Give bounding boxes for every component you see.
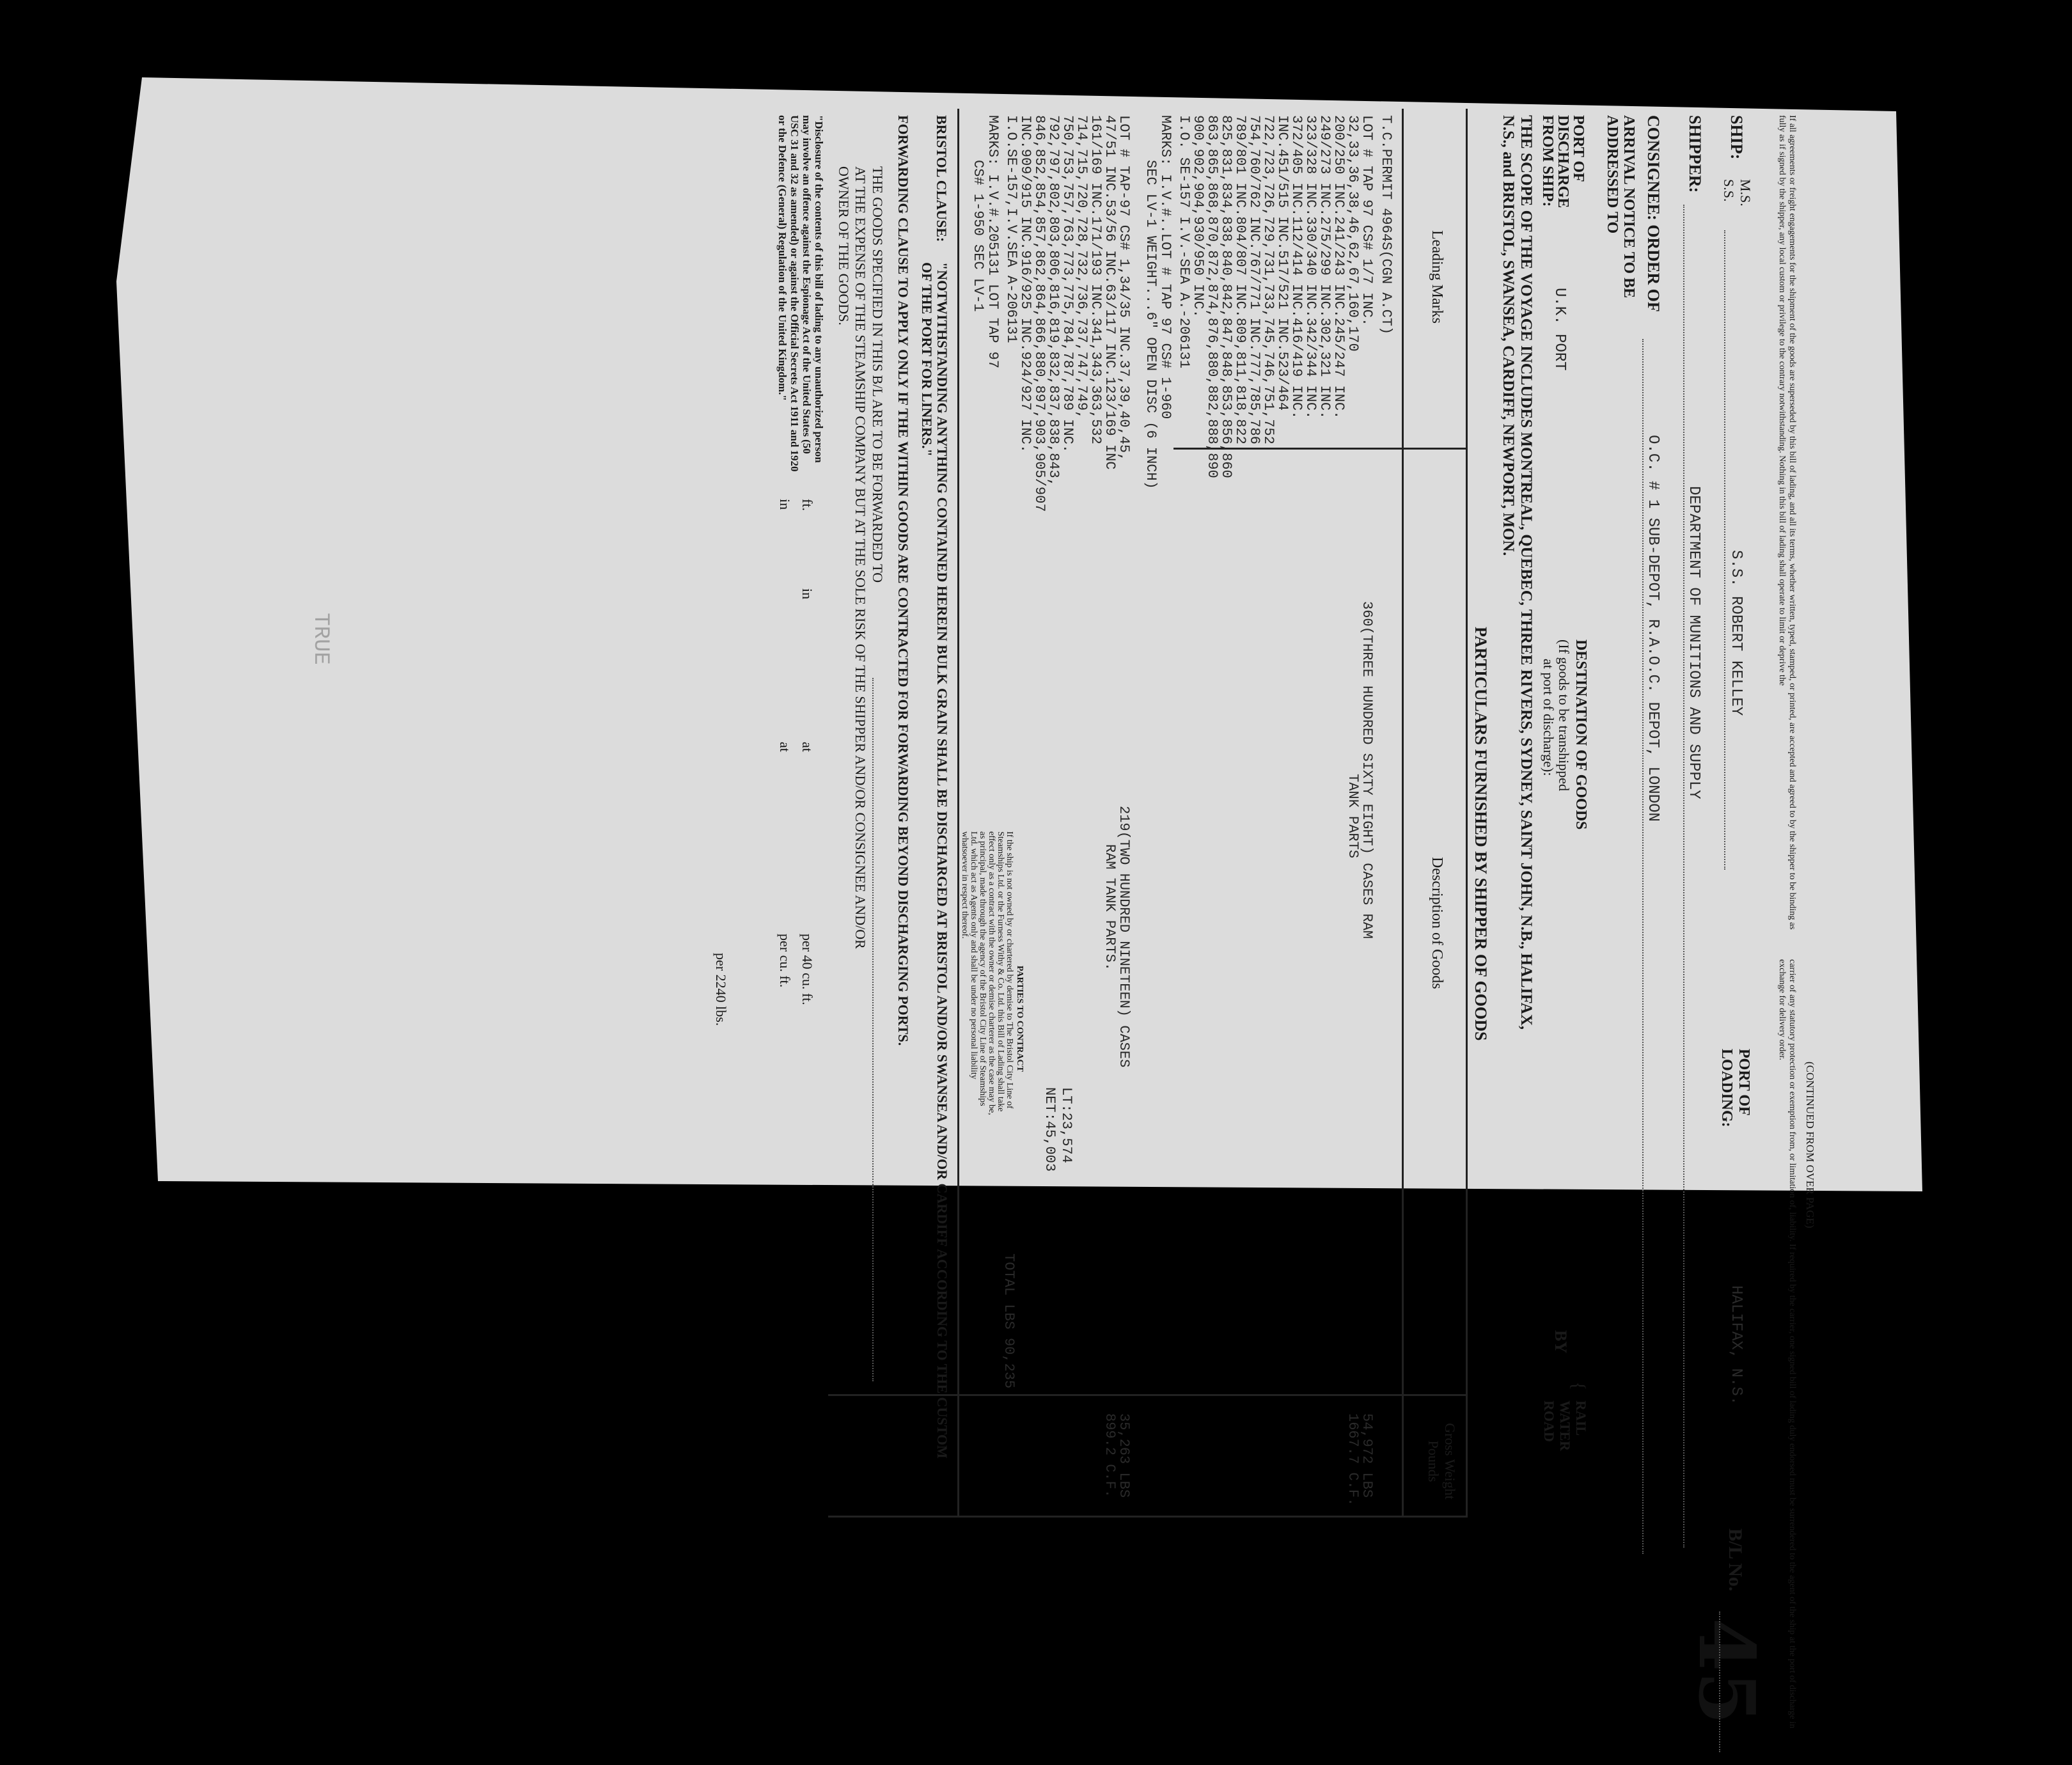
port-loading-label: PORT OF LOADING: (1718, 1049, 1752, 1127)
desc-1b: TANK PARTS (1345, 774, 1361, 859)
marks-line-3: 200/250 INC.241/243 INC.245/247 INC. (1331, 115, 1347, 420)
lot2-line-1: 47/51 INC.53/56 INC.63/117 INC.123/169 INC (1102, 115, 1118, 470)
weight-1: 54,972 LBS (1359, 1413, 1375, 1498)
by-rail: RAIL (1573, 1400, 1589, 1436)
marks-line-14: I.O. SE-157 I.V.-SEA A.-206131 (1176, 115, 1192, 369)
bl-number: 45 (1681, 1618, 1771, 1725)
marks-line-8: 722,723,726,729,731,733,745,746,751,752 (1260, 115, 1276, 444)
marks-line-marks3: SEC LV-1 WEIGHT...6" OPEN DISC (6 INCH) (1143, 160, 1159, 489)
port-loading-value: HALIFAX, N.S. (1727, 1285, 1745, 1406)
marks-line-4: 249/273 INC.275/299 INC.302,321 INC. (1317, 115, 1333, 420)
marks-line-7: INC.451/515 INC.517/521 INC.523/464 (1275, 115, 1291, 411)
marks-line-marks2: MARKS: I.V.#..LOT # TAP 97 CS# 1-960 (1158, 115, 1173, 420)
lot2-line-0: LOT # TAP-97 CS# 1,34/35 INC.37,39,40,45, (1116, 115, 1132, 462)
bristol-clause-label: BRISTOL CLAUSE: (934, 115, 950, 242)
rate-in-0: in (799, 588, 815, 600)
desc-1: 360(THREE HUNDRED SIXTY EIGHT) CASES RAM (1359, 601, 1375, 939)
scope-line-2: N.S., and BRISTOL, SWANSEA, CARDIFF, NEWPORT, MON. (1500, 115, 1517, 556)
by-label: BY (1551, 1330, 1570, 1354)
parties-text: If the ship is not owned by or chartered by demise to The Bristol City Line of Steamships Ltd. or the Furness Withy & Co. Ltd. this Bill of Lading shall take effect only as a contract with the owner or demise charterer as the case may be, as principal, made through the agency of the Bristol City Line of Steamships Ltd. which act as Agents only and shall be under no personal liability whatsoever in respect thereof. (960, 831, 1014, 1115)
total-lbs: TOTAL LBS 90,235 (1001, 1253, 1017, 1389)
col-leading-marks: Leading Marks (1429, 230, 1445, 324)
col-gross-weight: Gross Weight Pounds (1425, 1423, 1458, 1500)
ss-label: S.S. (1721, 179, 1737, 202)
ship-value: S.S. ROBERT KELLEY (1727, 550, 1745, 716)
continued-note: (CONTINUED FROM OVER PAGE) (1804, 1062, 1816, 1228)
ms-label: M.S. (1738, 179, 1754, 207)
marks-line-0: T.C.PERMIT 4964S(CGN A.CT) (1378, 115, 1394, 335)
rate-at-0: at (799, 742, 815, 752)
by-road: ROAD (1541, 1400, 1557, 1442)
destination-note1: (If goods to be transhipped (1556, 639, 1572, 792)
particulars-title: PARTICULARS FURNISHED BY SHIPPER OF GOODS (1472, 627, 1490, 1041)
arrival-label: ARRIVAL NOTICE TO BE ADDRESSED TO (1604, 115, 1637, 299)
lt-weight: LT:23,574 (1058, 1087, 1074, 1163)
weight-2: 35,263 LBS (1116, 1413, 1132, 1498)
marks-line-9: 754,760/762 INC.767/771 INC.777,785,786 (1246, 115, 1262, 444)
col-description: Description of Goods (1429, 857, 1445, 989)
forwarded-to-2: AT THE EXPENSE OF THE STEAMSHIP COMPANY BUT AT THE SOLE RISK OF THE SHIPPER AND/OR CONSIGNEE AND/OR (852, 166, 868, 949)
destination-note2: at port of discharge): (1541, 659, 1557, 776)
ship-label: SHIP: (1727, 115, 1746, 160)
consignee-label: CONSIGNEE: ORDER OF (1644, 115, 1663, 312)
forwarding-clause: FORWARDING CLAUSE TO APPLY ONLY IF THE WITHIN GOODS ARE CONTRACTED FOR FORWARDING BEYOND DISCHARGING PORTS. (895, 115, 911, 1046)
port-discharge-label: PORT OF DISCHARGE FROM SHIP: (1539, 115, 1587, 208)
net-weight: NET:45,003 (1042, 1087, 1058, 1172)
destination-label: DESTINATION OF GOODS (1573, 639, 1589, 830)
fine-print-left: If all agreements or freight engagements for the shipment of the goods are superseded by this bill of lading, and all its terms, whether written, typed, stamped, or printed, are accepted and agreed to by the shipper to be binding as fully as if signed by the shipper, any local custom or privilege to the contrary notwithstanding. Nothing in this bill of lading shall operate to limit or deprive the (1777, 115, 1797, 930)
marks-line-6: 372/405 INC.112/414 INC.416/419 INC. (1289, 115, 1305, 420)
freight-stamp: TRUE (308, 613, 333, 665)
marks-line-5: 323/328 INC.330/340 INC.342/344 INC. (1303, 115, 1319, 420)
weight-1b: 1667.7 C.F. (1345, 1413, 1361, 1507)
bl-label: B/L No. (1725, 1528, 1746, 1592)
shipper-label: SHIPPER: (1686, 115, 1704, 193)
rate-unit-0: ft. (799, 499, 815, 511)
desc-2b: RAM TANK PARTS. (1102, 844, 1118, 971)
marks-line-1: LOT # TAP 97 CS# 1/7 INC. (1359, 115, 1375, 327)
forwarded-to-3: OWNER OF THE GOODS. (836, 166, 852, 326)
marks-line-11: 825,831,834,838,840,842,847,848,853,856,860 (1218, 115, 1234, 478)
port-discharge-value: U.K. PORT (1551, 288, 1568, 371)
lot2-marks4: MARKS: I.V.#.205131 LOT TAP 97 (985, 115, 1001, 369)
marks-line-12: 863,865,868,870,872,874,876,880,882,888,890 (1204, 115, 1220, 478)
rate-at-1: at (777, 742, 793, 752)
rate-unit-1: in (777, 499, 793, 510)
weight-2b: 899.2 C.F. (1102, 1413, 1118, 1498)
marks-line-2: 32,33,36,38,46,62,67,160,170 (1345, 115, 1361, 352)
lot2-line-5: 792,797,802,803,806,816,819,832,837,838,843, (1046, 115, 1062, 487)
parties-title: PARTIES TO CONTRACT (1015, 966, 1024, 1072)
lot2-line-3: 714,715,720,728,732,736,737,747,749, (1074, 115, 1090, 420)
rate-per-1: per cu. ft. (777, 934, 793, 988)
disclosure-notice: "Disclosure of the contents of this bill of lading to any unauthorized person may involve an offence against the Espionage Act of the United States (50 USC 31 and 32 as amended) or against the Official Secrets Act 1911 and 1920 or the Defence (General) Regulation of the United Kingdom." (776, 115, 825, 472)
forwarded-to: THE GOODS SPECIFIED IN THIS B/L ARE TO BE FORWARDED TO (870, 166, 886, 583)
marks-line-13: 900,902,904,930/950 INC. (1190, 115, 1206, 318)
consignee-value: O.C. # 1 SUB-DEPOT, R.A.O.C. DEPOT, LONDON (1644, 435, 1661, 822)
shipper-value: DEPARTMENT OF MUNITIONS AND SUPPLY (1685, 486, 1702, 799)
marks-line-10: 789/801 INC.804/807 INC.809,811,818,822 (1232, 115, 1248, 444)
by-water: WATER (1557, 1400, 1573, 1452)
bristol-clause-text: "NOTWITHSTANDING ANYTHING CONTAINED HEREIN BULK GRAIN SHALL BE DISCHARGED AT BRISTOL AND/OR SWANSEA AND/OR CARDIFF ACCORDING TO THE CUSTOM OF THE PORT FOR LINERS." (919, 262, 950, 1459)
lot2-line-7: INC.909/915 INC.916/925 INC.924/927 INC. (1017, 115, 1033, 453)
desc-2: 219(TWO HUNDRED NINETEEN) CASES (1116, 806, 1132, 1068)
lot2-line-8: I.O.SE-157,I.V.SEA A-206131 (1003, 115, 1019, 343)
lot2-line-2: 161/169 INC.171/193 INC.341,343,363,532 (1088, 115, 1104, 444)
rate-per-0: per 40 cu. ft. (799, 934, 815, 1005)
lot2-marks5: CS# 1-950 SEC LV-1 (970, 160, 986, 312)
lot2-line-6: 846,852,854,857,862,864,866,880,897,903,905/907 (1032, 115, 1048, 512)
lot2-line-4: 750,753,757,763,773,775,784,787,789 INC. (1060, 115, 1076, 453)
scope-line-1: THE SCOPE OF THE VOYAGE INCLUDES MONTREAL, QUEBEC, THREE RIVERS, SYDNEY, SAINT JOHN, N.B., HALIFAX, (1518, 115, 1535, 1030)
rate-per-3: per 2240 lbs. (713, 953, 729, 1026)
fine-print-right: carrier of any statutory protection or exemption from, or limitation of, liability. If required by the carrier, one signed bill of lading duly endorsed must be surrendered to the agent of the ship at the port of discharge in exchange for delivery order. (1777, 959, 1797, 1729)
rotated-document: (CONTINUED FROM OVER PAGE) If all agreements or freight engagements for the shipment of the goods are superseded by this bill of lading, and all its terms, whether written, typed, stamped, or printed, are accepted and agreed to by the shipper to be binding as fully as if signed by the shipper, any local custom or privilege to the contrary notwithstanding. Nothing in this bill of lading shall operate to limit or deprive the carrier of any statutory protection or exemption from, or limitation of, liability. If required by the carrier, one signed bill of lading duly endorsed must be surrendered to the agent of the ship at the port of discharge in exchange for delivery order. B/L No. 45 SHIP: M.S. S.S. S.S. ROBERT KELLEY PORT OF LOADING: HALIFAX, N.S. SHIPPER: DEPARTMENT OF MUNITIONS AND SUPPLY CONSIGNEE: ORDER OF O.C. # 1 SUB-DEPOT, R.A.O.C. DEPOT, LONDON ARRIVAL NOTICE TO BE ADDRESSED TO PORT OF DISCHARGE FROM SHIP: U.K. PORT DESTINATION OF GOODS (If goods to be transhipped at port of discharge): BY { RAIL WATER ROAD THE SCOPE OF THE VOYAGE INCLUDES MONTREAL, QUEBEC, THREE RIVERS, SYDNEY, SAINT JOHN, N.B., HALIFAX, N.S., and BRISTOL, SWANSEA, CARDIFF, NEWPORT, MON. PARTICULARS FURNISHED BY SHIPPER OF GOODS Leading Marks Description of Goods Gross Weight Pounds T.C.PERMIT 4964S(CGN A.CT) LOT # TAP 97 CS# 1/7 INC. 32,33,36,38,46,62,67,160,170 200/250 INC.241/243 INC.245/247 INC. 249/273 INC.275/299 INC.302,321 INC. 323/328 INC.330/340 INC.342/344 INC. 372/405 INC.112/414 INC.416/419 INC. INC.451/515 INC.517/521 INC.523/464 722,723,726,729,731,733,745,746,751,752 754,760/762 INC.767/771 INC.777,785,786 789/801 INC.804/807 INC.809,811,818,822 825,831,834,838,840,842,847,848,853,856,860 863,865,868,870,872,874,876,880,882,888,890 900,902,904,930/950 INC. I.O. SE-157 I.V.-SEA A.-206131 MARKS: I.V.#..LOT # TAP 97 CS# 1-960 SEC LV-1 WEIGHT...6" OPEN DISC (6 INCH) 360(THREE HUNDRED SIXTY EIGHT) CASES RAM TANK PARTS 54,972 LBS 1667.7 C.F. LOT # TAP-97 CS# 1,34/35 INC.37,39,40,45, 47/51 INC.53/56 INC.63/117 INC.123/169 INC 161/169 INC.171/193 INC.341,343,363,532 714,715,720,728,732,736,737,747,749, 750,753,757,763,773,775,784,787,789 INC. 792,797,802,803,806,816,819,832,837,838,843, 846,852,854,857,862,864,866,880,897,903,905/907 INC.909/915 INC.916/925 INC.924/927 INC. I.O.SE-157,I.V.SEA A-206131 MARKS: I.V.#.205131 LOT TAP 97 CS# 1-950 SEC LV-1 219(TWO HUNDRED NINETEEN) CASES RAM TANK PARTS. 35,263 LBS 899.2 C.F. LT:23,574 NET:45,003 TOTAL LBS 90,235 PARTIES TO CONTRACT If the ship is not owned by or chartered by demise to The Bristol City Line of Steamships Ltd. or the Furness Withy & Co. Ltd. this Bill of Lading shall take effect only as a contract with the owner or demise charterer as the case may be, as principal, made through the agency of the Bristol City Line of Steamships Ltd. which act as Agents only and shall be under no personal liability whatsoever in respect thereof. BRISTOL CLAUSE: "NOTWITHSTANDING ANYTHING CONTAINED HEREIN BULK GRAIN SHALL BE DISCHARGED AT BRISTOL AND/OR SWANSEA AND/OR CARDIFF ACCORDING TO THE CUSTOM OF THE PORT FOR LINERS." FORWARDING CLAUSE TO APPLY ONLY IF THE WITHIN GOODS ARE CONTRACTED FOR FORWARDING BEYOND DISCHARGING PORTS. THE GOODS SPECIFIED IN THIS B/L ARE TO BE FORWARDED TO AT THE EXPENSE OF THE STEAMSHIP COMPANY BUT AT THE SOLE RISK OF THE SHIPPER AND/OR CONSIGNEE AND/OR OWNER OF THE GOODS. "Disclosure of the contents of this bill of lading to any unauthorized person may involve an offence against the Espionage Act of the United States (50 USC 31 and 32 as amended) or against the Official Secrets Act 1911 and 1920 or the Defence (General) Regulation of the United Kingdom." ft. in at per 40 cu. ft. in at per cu. ft. per 2240 lbs. (729, 102, 1842, 1765)
